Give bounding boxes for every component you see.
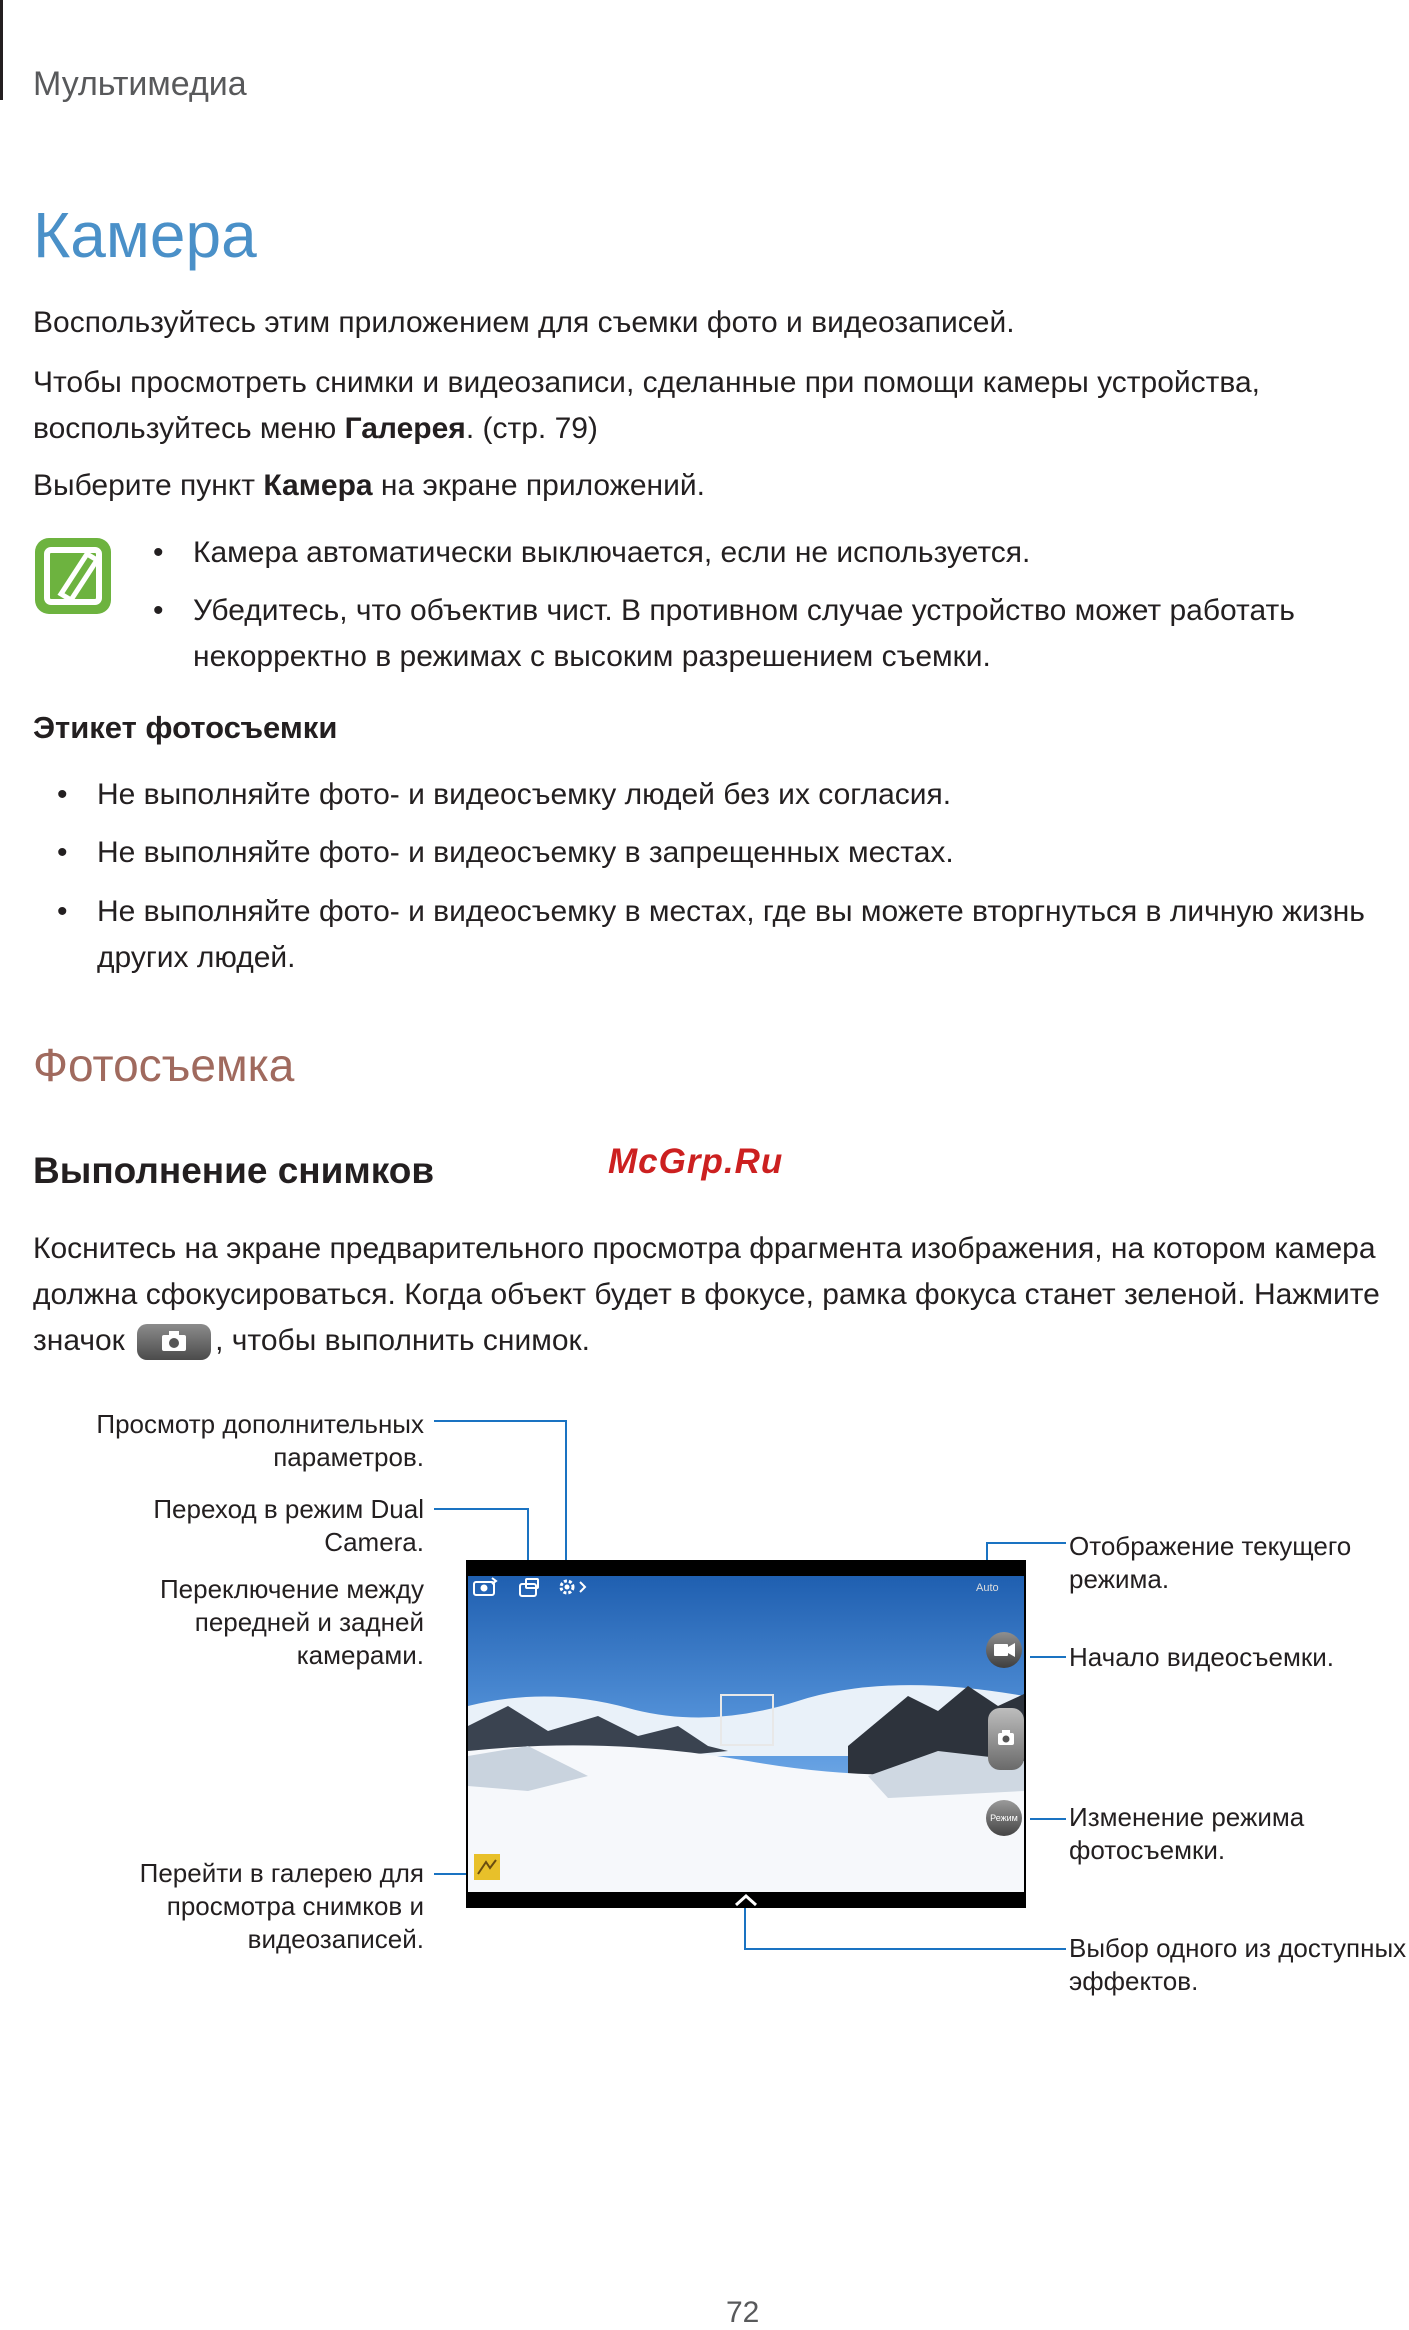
video-camera-icon [986,1632,1022,1668]
photo-section-heading: Фотосъемка [33,1039,295,1091]
section-label: Мультимедиа [33,65,247,103]
callout-more-settings: Просмотр дополнительных параметров. [96,1409,424,1472]
gallery-thumbnail[interactable] [474,1854,500,1880]
page-title: Камера [33,199,257,271]
camera-icon [988,1708,1024,1770]
camera-viewfinder[interactable] [468,1576,1024,1892]
instructions-paragraph: Коснитесь на экране предварительного просмотра фрагмента изображения, на котором камера должна сфокусироваться. Когда объект будет в фокусе, рамка фокуса станет зеленой. Нажмите значок , чтобы выполнить снимок. [33,1226,1403,1364]
note-item-1: • Камера автоматически выключается, если не используется. [153,536,1031,569]
callout-line-dual-h [434,1508,529,1510]
intro-paragraph-3: Выберите пункт Камера на экране приложений. [33,469,705,502]
shooting-mode-button[interactable]: Режим [986,1800,1022,1836]
callout-line-effects-h [744,1948,1066,1950]
shutter-button[interactable] [988,1708,1024,1770]
callout-line-effects-v [744,1908,746,1950]
callout-line-mode-h [986,1542,1066,1544]
intro-paragraph-1: Воспользуйтесь этим приложением для съемки фото и видеозаписей. [33,306,1015,339]
camera-preview-screen [466,1560,1026,1908]
intro-p2-line1: Чтобы просмотреть снимки и видеозаписи, сделанные при помощи камеры устройства, [33,366,1260,399]
intro-paragraph-2: Чтобы просмотреть снимки и видеозаписи, сделанные при помощи камеры устройства, воспользуйтесь меню Галерея. (стр. 79) [33,366,1260,445]
callout-line-shooting-mode [1030,1818,1066,1820]
callout-line-settings-v [565,1420,567,1572]
callout-shooting-mode: Изменение режима фотосъемки. [1069,1802,1305,1865]
record-video-button[interactable] [986,1632,1022,1668]
callout-effects: Выбор одного из доступных эффектов. [1069,1933,1407,1996]
switch-camera-icon[interactable] [472,1576,498,1603]
etiquette-item-3: • Не выполняйте фото- и видеосъемку в местах, где вы можете вторгнуться в личную жизнь других людей. [57,895,1365,974]
watermark: McGrp.Ru [608,1142,784,1181]
callout-current-mode: Отображение текущего режима. [1069,1531,1352,1594]
page-number: 72 [726,2296,760,2329]
etiquette-heading: Этикет фотосъемки [33,710,338,745]
callout-line-video [1030,1656,1066,1658]
settings-gear-icon[interactable] [556,1576,590,1603]
dual-camera-icon[interactable] [518,1576,542,1603]
taking-photos-heading: Выполнение снимков [33,1150,435,1191]
etiquette-item-2: • Не выполняйте фото- и видеосъемку в запрещенных местах. [57,836,954,869]
header-rule [0,0,3,100]
camera-app-text: Камера [263,469,373,502]
callout-line-settings-h [434,1420,567,1422]
callout-video: Начало видеосъемки. [1069,1642,1334,1672]
shutter-button-inline-icon [137,1324,211,1360]
etiquette-item-1: • Не выполняйте фото- и видеосъемку людей без их согласия. [57,778,952,811]
gallery-link-text: Галерея [344,412,466,445]
effects-handle-icon[interactable] [732,1892,760,1913]
callout-switch-camera: Переключение между передней и задней камерами. [159,1574,424,1670]
current-mode-label: Auto [976,1582,999,1594]
note-pencil-icon [33,536,113,616]
callout-dual-camera: Переход в режим Dual Camera. [153,1494,424,1557]
focus-frame [720,1694,774,1746]
callout-gallery: Перейти в галерею для просмотра снимков и видеозаписей. [139,1858,424,1954]
note-item-2: • Убедитесь, что объектив чист. В противном случае устройство может работать некорректно в режимах с высоким разрешением съемки. [153,594,1295,673]
